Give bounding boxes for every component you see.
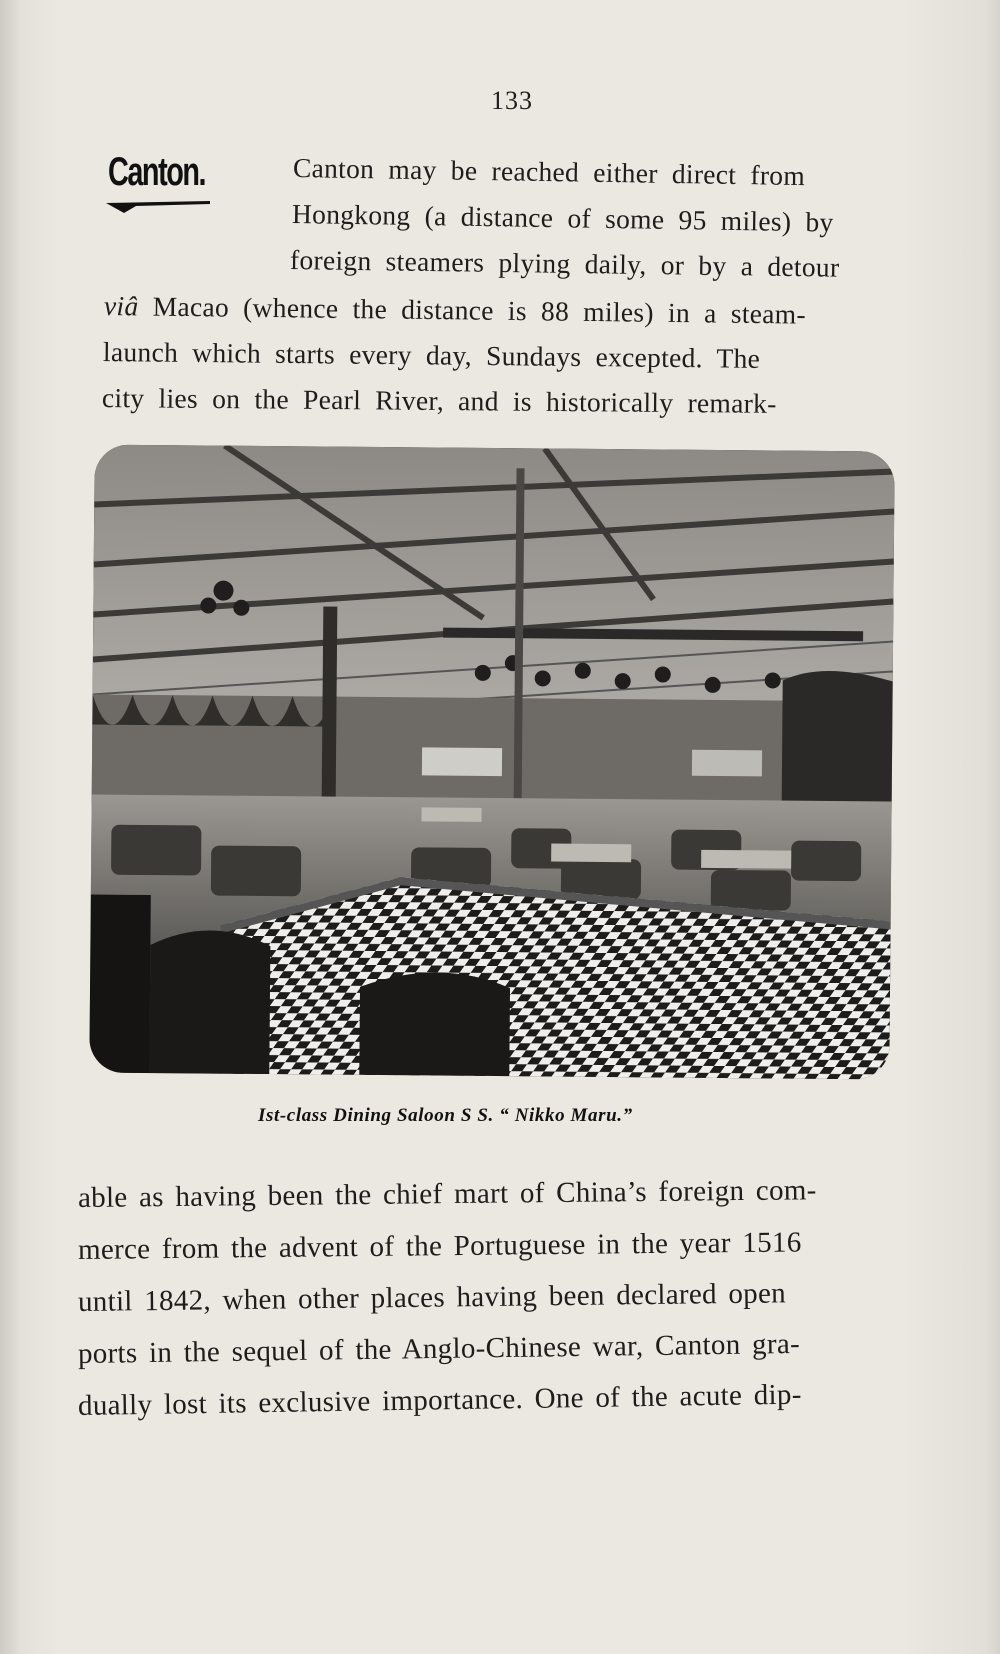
paragraph-1-line: foreign steamers plying daily, or by a detour (289, 244, 840, 283)
dining-saloon-photograph (89, 445, 894, 1080)
page-number: 133 (491, 86, 533, 115)
paragraph-1 (0, 145, 839, 421)
paragraph-2-line: ports in the sequel of the Anglo-Chinese war, Canton gra- (77, 1327, 801, 1370)
paragraph-2-line: dually lost its exclusive importance. One of the acute dip- (77, 1378, 802, 1422)
italic-via: viâ (103, 290, 139, 322)
paragraph-2-line: able as having been the chief mart of China’s foreign com- (77, 1174, 817, 1214)
paragraph-1-line: Hongkong (a distance of some 95 miles) by (291, 198, 834, 238)
figure-caption: Ist-class Dining Saloon S S. “ Nikko Maru.” (258, 1105, 633, 1126)
paragraph-2-line: merce from the advent of the Portuguese in the year 1516 (77, 1226, 802, 1266)
paragraph-1-line: Canton may be reached either direct from (292, 152, 806, 192)
margin-heading: Canton. (108, 150, 206, 194)
paragraph-1-line: launch which starts every day, Sundays excepted. The (102, 336, 761, 374)
paragraph-1-line-text: Macao (whence the distance is 88 miles) in a steam- (152, 290, 807, 330)
paragraph-1-line: city lies on the Pearl River, and is historically remark- (101, 382, 777, 419)
paragraph-2 (78, 1172, 817, 1432)
paragraph-2-line: until 1842, when other places having been declared open (77, 1277, 787, 1318)
